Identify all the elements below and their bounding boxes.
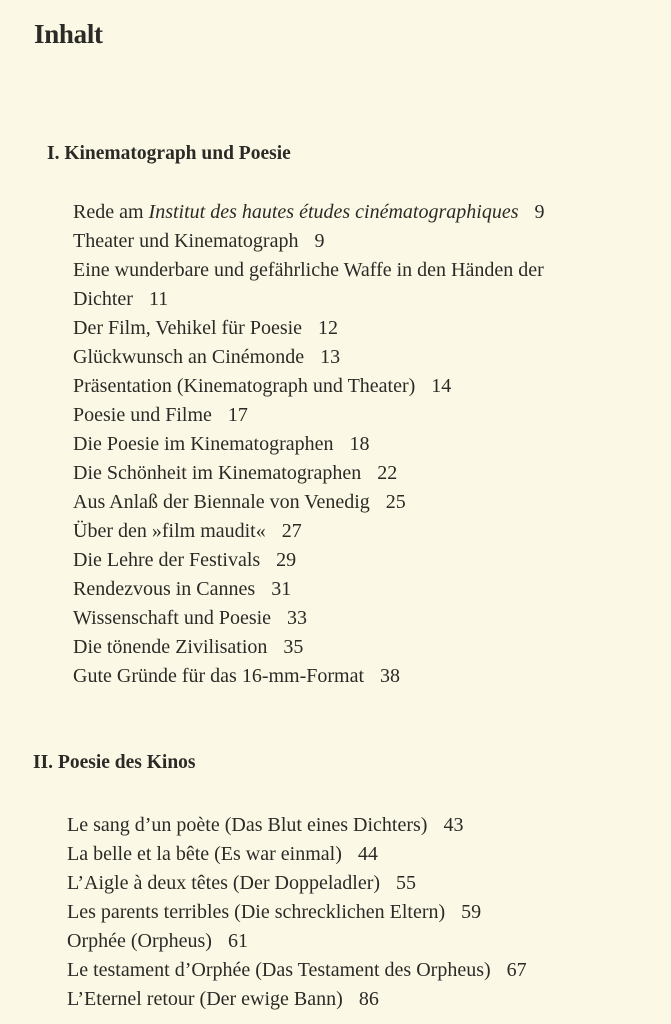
toc-entry [73, 401, 544, 430]
page-number: 55 [396, 872, 417, 894]
toc-entry [73, 314, 544, 343]
entry-text-continued: Dichter [73, 288, 133, 310]
entry-text: Der Film, Vehikel für Poesie [73, 317, 303, 339]
entry-text: L’Eternel retour (Der ewige Bann) [67, 988, 343, 1010]
page-number: 25 [385, 491, 406, 513]
page-number: 11 [148, 288, 169, 310]
page-number: 31 [271, 578, 292, 600]
toc-entry [73, 575, 544, 604]
toc-entry [67, 869, 527, 898]
page-title: Inhalt [34, 19, 103, 49]
toc-entry [67, 956, 527, 985]
toc-entry [73, 372, 544, 401]
entry-text: La belle et la bête (Es war einmal) [67, 843, 342, 865]
toc-list-section-1 [73, 198, 544, 691]
entry-text: Rede am [73, 201, 149, 223]
entry-text: Le testament d’Orphée (Das Testament des Orpheus) [67, 959, 491, 981]
page-number: 43 [443, 814, 464, 836]
page-number: 61 [227, 930, 248, 952]
entry-text: Le sang d’un poète (Das Blut eines Dichters) [67, 814, 428, 836]
page-number: 59 [461, 901, 482, 923]
page-number: 33 [287, 607, 308, 629]
entry-text: Glückwunsch an Cinémonde [73, 346, 305, 368]
page-number: 44 [357, 843, 378, 865]
page-number: 14 [431, 375, 452, 397]
section-heading-1 [47, 143, 291, 165]
toc-entry [73, 546, 544, 575]
entry-text: Die tönende Zivilisation [73, 636, 268, 658]
entry-text: Eine wunderbare und gefährliche Waffe in den Händen der [73, 259, 544, 281]
entry-text: Die Lehre der Festivals [73, 549, 261, 571]
entry-text: Poesie und Filme [73, 404, 212, 426]
entry-text: Orphée (Orpheus) [67, 930, 212, 952]
entry-text: Die Poesie im Kinematographen [73, 433, 334, 455]
entry-text: Rendezvous in Cannes [73, 578, 256, 600]
toc-entry [73, 604, 544, 633]
section-heading-2 [33, 752, 196, 774]
section-number: II. [33, 752, 54, 773]
entry-text: Gute Gründe für das 16-mm-Format [73, 665, 365, 687]
entry-text: L’Aigle à deux têtes (Der Doppeladler) [67, 872, 381, 894]
toc-entry [73, 517, 544, 546]
toc-entry [73, 633, 544, 662]
page-number: 86 [358, 988, 379, 1010]
page-number: 13 [320, 346, 341, 368]
toc-entry [67, 927, 527, 956]
page-number: 12 [318, 317, 339, 339]
page-number: 18 [349, 433, 370, 455]
page-number: 9 [534, 201, 545, 223]
entry-italic-text: Institut des hautes études cinématographiques [148, 201, 519, 223]
section-number: I. [47, 143, 60, 164]
entry-text: Präsentation (Kinematograph und Theater) [73, 375, 416, 397]
toc-entry [73, 662, 544, 691]
toc-entry [73, 488, 544, 517]
entry-text: Die Schönheit im Kinematographen [73, 462, 362, 484]
entry-text: Aus Anlaß der Biennale von Venedig [73, 491, 370, 513]
page-number: 22 [377, 462, 398, 484]
page-number: 67 [506, 959, 527, 981]
toc-entry [73, 198, 544, 227]
toc-entry [73, 430, 544, 459]
toc-entry [73, 459, 544, 488]
section-title: Poesie des Kinos [57, 752, 196, 773]
toc-list-section-2 [67, 811, 527, 1014]
toc-entry [73, 256, 544, 314]
toc-entry [67, 898, 527, 927]
page-number: 35 [283, 636, 304, 658]
page-number: 9 [314, 230, 325, 252]
page-number: 29 [276, 549, 297, 571]
toc-entry [73, 343, 544, 372]
toc-entry [67, 811, 527, 840]
page-number: 27 [281, 520, 302, 542]
entry-text: Wissenschaft und Poesie [73, 607, 272, 629]
toc-entry [67, 840, 527, 869]
page-number: 38 [380, 665, 401, 687]
page-number: 17 [227, 404, 248, 426]
entry-text: Theater und Kinematograph [73, 230, 299, 252]
toc-entry [73, 227, 544, 256]
entry-text: Über den »film maudit« [73, 520, 266, 542]
toc-entry [67, 985, 527, 1014]
entry-text: Les parents terribles (Die schrecklichen Eltern) [67, 901, 446, 923]
section-title: Kinematograph und Poesie [64, 143, 291, 164]
